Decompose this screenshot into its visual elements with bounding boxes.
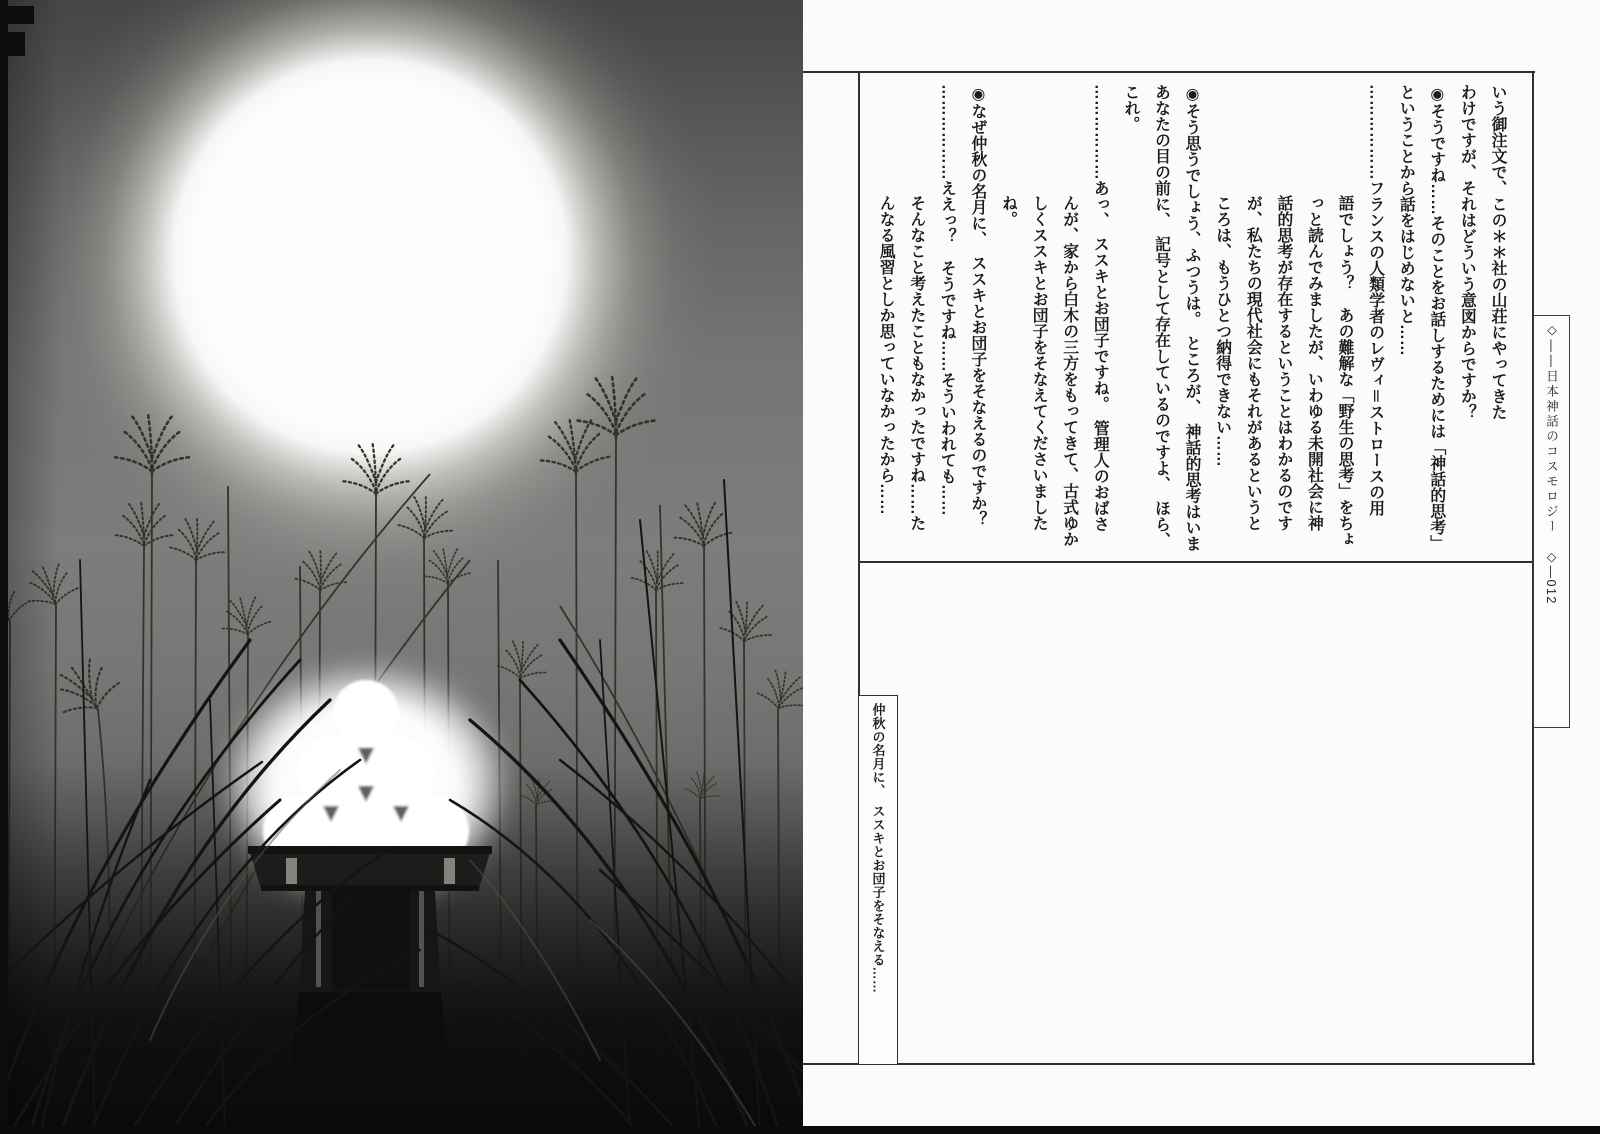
dialogue-column: ころは、もうひとつ納得できない……	[1213, 195, 1231, 467]
dialogue-column: しくススキとお団子をそなえてくださいました	[1030, 195, 1048, 531]
dialogue-column: 話的思考が存在するということはわかるのです	[1274, 195, 1292, 531]
dialogue-column: が、私たちの現代社会にもそれがあるというと	[1244, 195, 1262, 531]
dialogue-column: いう御注文で、この＊＊社の山荘にやってきた	[1489, 84, 1506, 420]
dialogue-column: わけですが、それはどういう意図からですか？	[1458, 84, 1476, 420]
frame-rule-bottom	[803, 1063, 1535, 1065]
page-number: ◇―012	[1544, 549, 1558, 605]
dialogue-column: ………………フランスの人類学者のレヴィ＝ストロースの用	[1366, 84, 1384, 516]
dialogue-column: ということから話をはじめないと……	[1397, 84, 1415, 356]
dialogue-column: ね。	[999, 195, 1017, 227]
section-caption: 仲秋の名月に、 ススキとお団子をそなえる……	[870, 703, 886, 994]
dialogue-column: あなたの目の前に、 記号として存在しているのですよ、 ほら、	[1152, 84, 1170, 549]
dialogue-column: ◉なぜ仲秋の名月に、 ススキとお団子をそなえるのですか？	[968, 84, 986, 528]
section-caption-box	[858, 695, 898, 1065]
scan-edge-tab	[0, 32, 25, 56]
dialogue-column: ………………あっ、 ススキとお団子ですね。 管理人のおばさ	[1091, 84, 1109, 533]
dialogue-column: っと読んでみましたが、いわゆる未開社会に神	[1305, 195, 1323, 531]
dialogue-column: ◉そうですね……そのことをお話しするためには「神話的思考」	[1427, 84, 1445, 552]
dialogue-column: これ。	[1121, 84, 1139, 132]
scan-gutter-left	[0, 0, 8, 1134]
running-head: ◇――日本神話のコスモロジー	[1544, 322, 1559, 535]
scan-edge-bottom	[0, 1126, 1600, 1134]
dialogue-column: そんなこと考えたこともなかったですね……た	[907, 195, 925, 531]
dialogue-text	[862, 84, 1512, 570]
dialogue-column: ◉そう思うでしょう、ふつうは。 ところが、 神話的思考はいま	[1183, 84, 1201, 552]
dialogue-column: 語でしょう？ あの難解な「野生の思考」をちょ	[1336, 195, 1354, 547]
dialogue-column: んなる風習としか思っていなかったから……	[877, 195, 895, 515]
dialogue-column: んが、家から白木の三方をもってきて、古式ゆか	[1060, 195, 1078, 547]
frame-rule-top	[803, 71, 1535, 73]
running-head-box	[1533, 315, 1570, 728]
dialogue-column: ………………ええっ？ そうですね……そういわれても……	[938, 84, 956, 516]
scan-edge-tab	[0, 6, 34, 24]
